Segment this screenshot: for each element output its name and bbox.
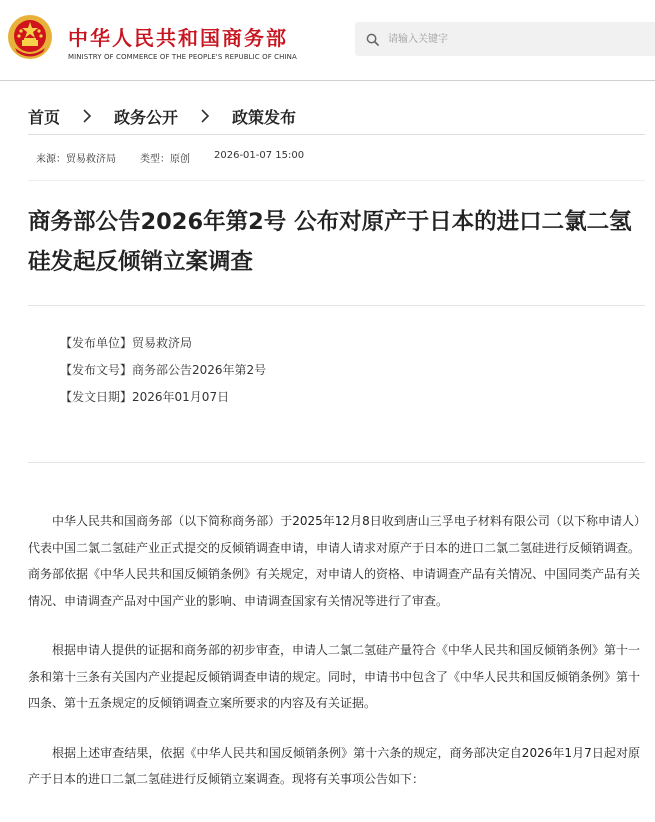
article-type: 类型：原创 bbox=[140, 154, 190, 165]
info-publish-date: 【发文日期】2026年01月07日 bbox=[60, 390, 230, 404]
chevron-right-icon bbox=[196, 107, 214, 125]
site-brand-subtitle: MINISTRY OF COMMERCE OF THE PEOPLE'S REPUBLIC OF CHINA bbox=[68, 53, 297, 61]
body-paragraph: 根据申请人提供的证据和商务部的初步审查，申请人二氯二氢硅产量符合《中华人民共和国反倾销条例》第十一条和第十三条有关国内产业提起反倾销调查申请的规定。同时，申请书中包含了《中华人民共和国反倾销条例》第十四条、第十五条规定的反倾销调查立案所要求的内容及有关证据。 bbox=[28, 643, 641, 710]
article-meta bbox=[36, 150, 304, 165]
body-paragraph: 中华人民共和国商务部（以下简称商务部）于2025年12月8日收到唐山三孚电子材料有限公司（以下称申请人）代表中国二氯二氢硅产业正式提交的反倾销调查申请，申请人请求对原产于日本的进口二氯二氢硅进行反倾销调查。商务部依据《中华人民共和国反倾销条例》有关规定，对申请人的资格、申请调查产品有关情况、中国同类产品有关情况、申请调查产品对中国产业的影响、申请调查国家有关情况等进行了审查。 bbox=[28, 514, 641, 608]
body-paragraph: 根据上述审查结果，依据《中华人民共和国反倾销条例》第十六条的规定，商务部决定自2026年1月7日起对原产于日本的进口二氯二氢硅进行反倾销立案调查。现将有关事项公告如下： bbox=[28, 745, 640, 786]
divider bbox=[28, 462, 645, 463]
divider bbox=[28, 134, 645, 135]
search-bar bbox=[355, 22, 655, 56]
breadcrumb-gov-affairs-link[interactable]: 政务公开 bbox=[114, 107, 179, 127]
article-info-block bbox=[60, 330, 266, 411]
site-header bbox=[0, 0, 655, 81]
info-publish-unit: 【发布单位】贸易救济局 bbox=[60, 336, 193, 350]
article-source: 来源：贸易救济局 bbox=[36, 154, 116, 165]
article-body bbox=[28, 508, 640, 816]
info-doc-number: 【发布文号】商务部公告2026年第2号 bbox=[60, 363, 267, 377]
search-input[interactable] bbox=[388, 28, 643, 50]
national-emblem-icon[interactable] bbox=[7, 14, 53, 60]
article-datetime: 2026-01-07 15:00 bbox=[214, 150, 305, 161]
divider bbox=[28, 305, 645, 306]
chevron-right-icon bbox=[78, 107, 96, 125]
site-brand-title[interactable]: 中华人民共和国商务部 bbox=[68, 26, 288, 50]
breadcrumb-home-link[interactable]: 首页 bbox=[28, 107, 61, 127]
breadcrumb bbox=[28, 104, 296, 128]
search-icon[interactable] bbox=[366, 33, 379, 46]
breadcrumb-policy-release-link[interactable]: 政策发布 bbox=[232, 107, 297, 127]
article-title: 商务部公告2026年第2号 公布对原产于日本的进口二氯二氢硅发起反倾销立案调查 bbox=[28, 209, 632, 275]
divider bbox=[28, 180, 645, 181]
